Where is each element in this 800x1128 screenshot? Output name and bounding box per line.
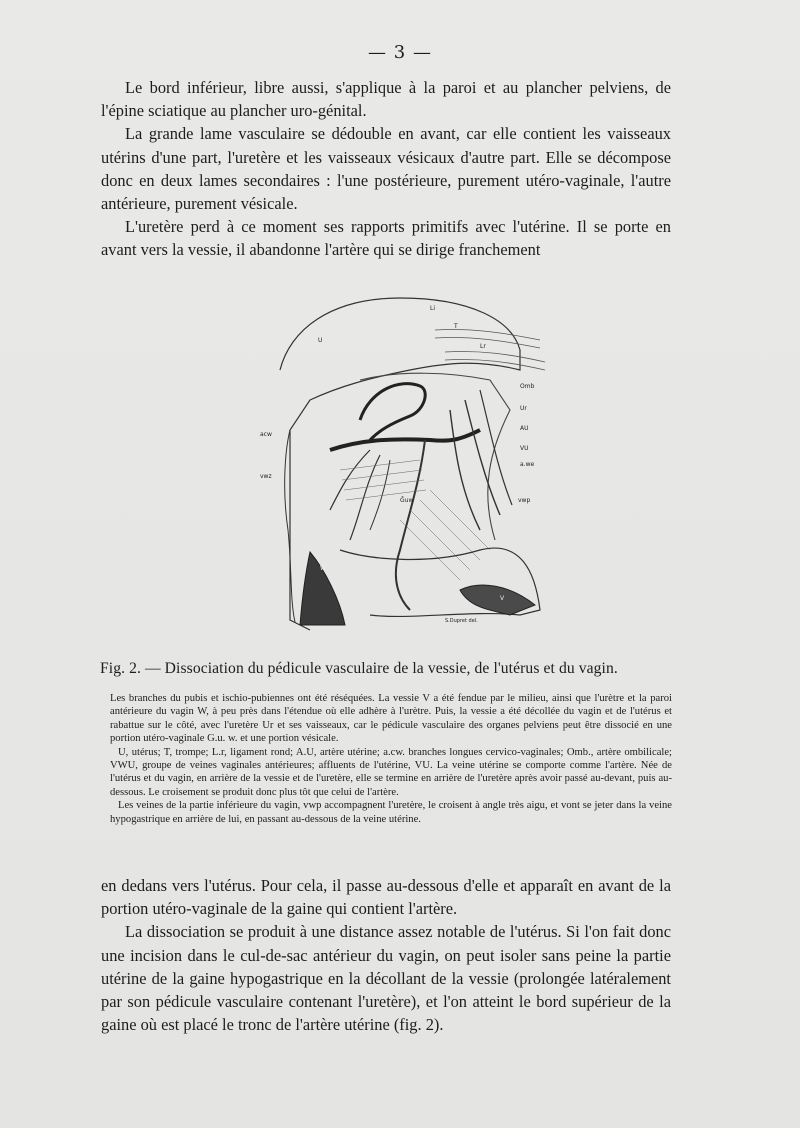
illustrator-signature: S.Dupret del. — [445, 618, 478, 624]
label-Omb: Omb — [520, 383, 535, 390]
label-acw: acw — [260, 431, 272, 438]
label-W: W — [320, 565, 326, 572]
paragraph: Le bord inférieur, libre aussi, s'applique à la paroi et au plancher pelviens, de l'épine sciatique au plancher uro-génital. — [101, 78, 671, 121]
label-Guw: Ĝuw — [400, 497, 414, 504]
paragraph: L'uretère perd à ce moment ses rapports primitifs avec l'utérine. Il se porte en avant vers la vessie, il abandonne l'artère qui se dirige franchement — [101, 217, 671, 260]
paragraph: en dedans vers l'utérus. Pour cela, il passe au-dessous d'elle et apparaît en avant de la portion utéro-vaginale de la gaine qui contient l'artère. — [101, 876, 671, 919]
caption-paragraph: U, utérus; T, trompe; L.r, ligament rond; A.U, artère utérine; a.cw. branches longues cervico-vaginales; Omb., artère ombilicale; VWU, groupe de veines vaginales antérieures; affluents de l'utérine, VU. La veine utérine se comporte comme l'artère. Née de l'utérus et du vagin, en arrière de la vessie et de l'uretère, elle se termine en arrière de l'uretère après avoir passé au-devant, puis au-dessous. Le croisement se produit donc plus tôt que celui de l'artère. — [110, 746, 672, 798]
label-Li: Li — [430, 305, 436, 312]
label-Ur: Ur — [520, 405, 527, 412]
label-awe: a.we — [520, 461, 535, 468]
label-vwp: vwp — [518, 497, 531, 504]
label-vwz: vwz — [260, 473, 272, 480]
bottom-text-block — [101, 874, 671, 1036]
figure-caption-body — [110, 692, 672, 826]
figure-drawing — [250, 290, 550, 650]
label-T: T — [454, 323, 458, 330]
top-text-block — [101, 76, 671, 262]
label-U: U — [318, 337, 323, 344]
figure-caption-title: Fig. 2. — Dissociation du pédicule vasculaire de la vessie, de l'utérus et du vagin. — [100, 660, 618, 677]
label-V: V — [500, 595, 505, 602]
label-AU: AU — [520, 425, 529, 432]
anatomical-figure — [250, 290, 550, 650]
label-Lr: Lr — [480, 343, 486, 350]
page-number: — 3 — — [368, 42, 432, 63]
label-VU: VU — [520, 445, 529, 452]
caption-paragraph: Les branches du pubis et ischio-pubiennes ont été réséquées. La vessie V a été fendue par le milieu, ainsi que l'urètre et la paroi antérieure du vagin W, à peu près dans l'étendue où elle adhère à l'urètre. Puis, la vessie a été décollée du vagin et de l'utérus et rabattue sur le côté, avec l'uretère Ur et ses vaisseaux, car le pédicule vasculaire des organes pelviens peut être dissocié en une portion utéro-vaginale G.u. w. et une portion vésicale. — [110, 693, 672, 745]
paragraph: La dissociation se produit à une distance assez notable de l'utérus. Si l'on fait donc une incision dans le cul-de-sac antérieur du vagin, on peut isoler sans peine la partie utérine de la gaine hypogastrique en la décollant de la vessie (prolongée latéralement par son pédicule vasculaire contenant l'uretère), et l'on atteint le bord supérieur de la gaine où est placé le tronc de l'artère utérine (fig. 2). — [101, 922, 671, 1035]
paragraph: La grande lame vasculaire se dédouble en avant, car elle contient les vaisseaux utérins d'une part, l'uretère et les vaisseaux vésicaux d'autre part. Elle se décompose donc en deux lames secondaires : l'une postérieure, purement utéro-vaginale, l'autre antérieure, purement vésicale. — [101, 124, 671, 214]
caption-paragraph: Les veines de la partie inférieure du vagin, vwp accompagnent l'uretère, le croisent à angle très aigu, et vont se jeter dans la veine hypogastrique en arrière de lui, en passant au-dessous de la veine utérine. — [110, 800, 672, 825]
